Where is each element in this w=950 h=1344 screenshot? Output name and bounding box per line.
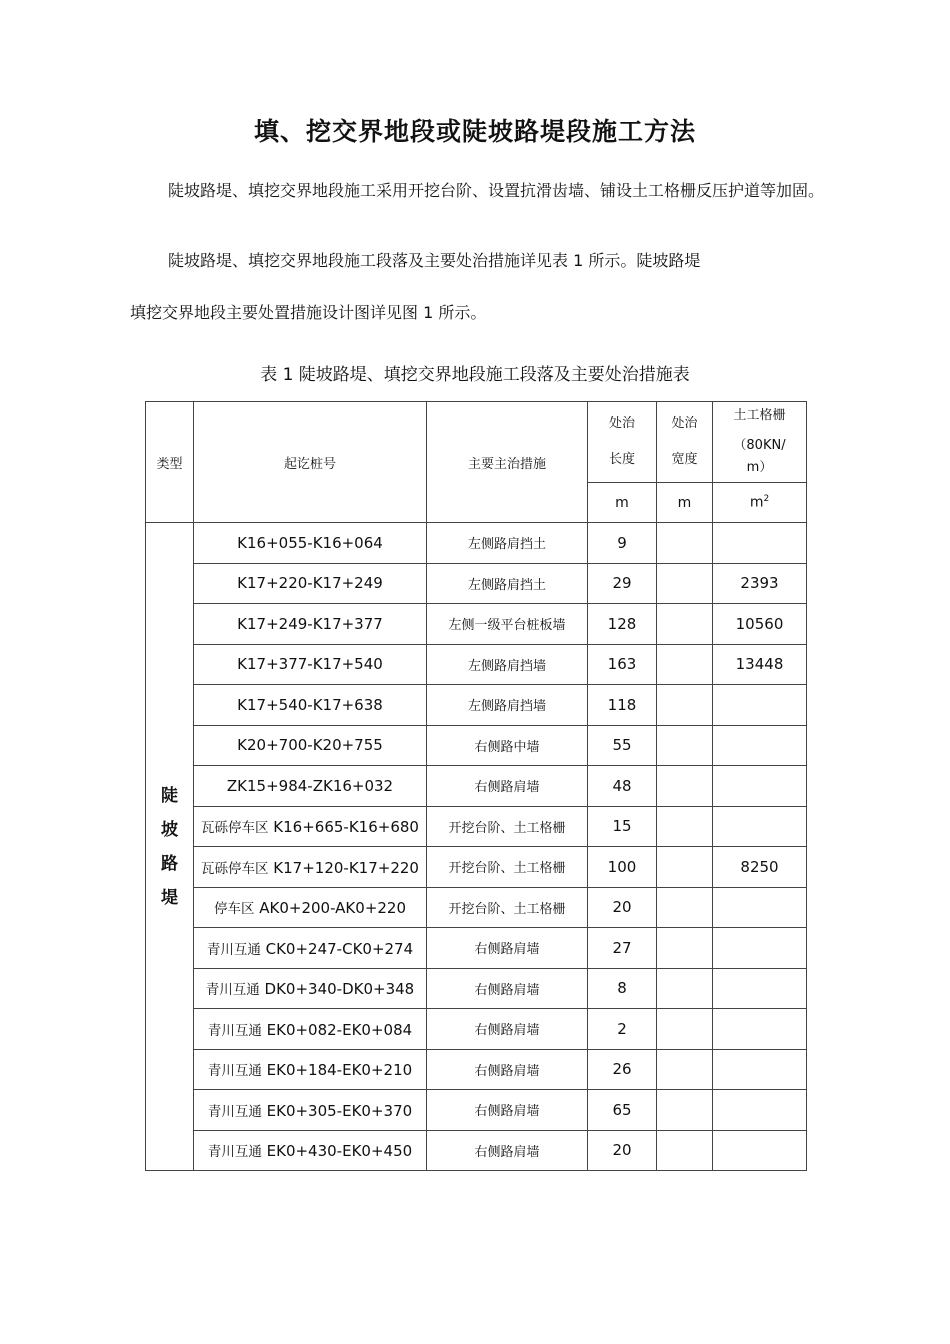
header-width-line2: 宽度 — [671, 452, 698, 467]
station-value: ZK15+984-ZK16+032 — [226, 776, 394, 795]
length-cell: 48 — [588, 766, 657, 807]
station-prefix: 停车区 — [213, 901, 255, 918]
width-cell — [657, 644, 713, 685]
station-cell — [194, 1090, 427, 1131]
length-cell: 26 — [588, 1049, 657, 1090]
table-row — [146, 523, 807, 564]
station-cell — [194, 1130, 427, 1171]
type-char: 堤 — [161, 887, 178, 908]
paragraph-figure-reference: 填挖交界地段主要处置措施设计图详见图 1 所示。 — [130, 303, 487, 322]
width-cell — [657, 563, 713, 604]
width-cell — [657, 806, 713, 847]
station-value: EK0+305-EK0+370 — [266, 1101, 413, 1120]
geogrid-cell — [713, 887, 807, 928]
station-prefix: 青川互通 — [207, 1103, 262, 1120]
station-value: EK0+430-EK0+450 — [266, 1142, 413, 1161]
geogrid-cell — [713, 725, 807, 766]
header-geogrid — [713, 402, 807, 483]
length-cell: 9 — [588, 523, 657, 564]
length-cell: 20 — [588, 1130, 657, 1171]
measure-cell: 左侧一级平台桩板墙 — [427, 604, 588, 645]
paragraph-method: 陡坡路堤、填挖交界地段施工采用开挖台阶、设置抗滑齿墙、铺设土工格栅反压护道等加固。 — [168, 181, 825, 200]
width-cell — [657, 1009, 713, 1050]
width-cell — [657, 725, 713, 766]
length-cell: 65 — [588, 1090, 657, 1131]
station-value: K16+665-K16+680 — [273, 818, 419, 837]
type-char: 陡 — [161, 785, 178, 806]
table-row — [146, 887, 807, 928]
length-cell: 2 — [588, 1009, 657, 1050]
header-measure: 主要主治措施 — [427, 402, 588, 523]
width-cell — [657, 1049, 713, 1090]
length-cell: 128 — [588, 604, 657, 645]
table-row — [146, 644, 807, 685]
type-char: 路 — [161, 853, 178, 874]
geogrid-cell: 8250 — [713, 847, 807, 888]
unit-geogrid-sup: 2 — [763, 494, 770, 505]
table-row — [146, 928, 807, 969]
station-value: EK0+082-EK0+084 — [266, 1020, 413, 1039]
geogrid-cell — [713, 1009, 807, 1050]
measure-cell: 右侧路肩墙 — [427, 1049, 588, 1090]
station-prefix: 青川互通 — [207, 1022, 262, 1039]
unit-width: m — [657, 483, 713, 523]
geogrid-cell — [713, 523, 807, 564]
length-cell: 27 — [588, 928, 657, 969]
measure-cell: 右侧路肩墙 — [427, 1130, 588, 1171]
station-prefix: 青川互通 — [207, 1144, 262, 1161]
measure-cell: 左侧路肩挡墙 — [427, 685, 588, 726]
paragraph-table-reference: 陡坡路堤、填挖交界地段施工段落及主要处治措施详见表 1 所示。陡坡路堤 — [168, 251, 701, 270]
table-row — [146, 725, 807, 766]
measure-cell: 开挖台阶、土工格栅 — [427, 806, 588, 847]
station-cell — [194, 887, 427, 928]
header-width-line1: 处治 — [671, 416, 698, 431]
width-cell — [657, 968, 713, 1009]
measure-cell: 右侧路中墙 — [427, 725, 588, 766]
station-prefix: 青川互通 — [206, 941, 261, 958]
width-cell — [657, 766, 713, 807]
station-value: K17+377-K17+540 — [237, 655, 383, 674]
station-value: K16+055-K16+064 — [237, 533, 383, 552]
station-prefix: 瓦砾停车区 — [201, 860, 269, 877]
geogrid-cell — [713, 1090, 807, 1131]
station-value: AK0+200-AK0+220 — [259, 899, 407, 918]
geogrid-cell — [713, 928, 807, 969]
table-row — [146, 766, 807, 807]
geogrid-cell — [713, 968, 807, 1009]
type-char: 坡 — [161, 819, 178, 840]
width-cell — [657, 1090, 713, 1131]
geogrid-cell — [713, 685, 807, 726]
width-cell — [657, 887, 713, 928]
unit-geogrid — [713, 483, 807, 523]
station-value: K20+700-K20+755 — [237, 736, 383, 755]
width-cell — [657, 685, 713, 726]
header-geogrid-line3: m） — [746, 460, 773, 475]
station-prefix: 青川互通 — [205, 982, 260, 999]
width-cell — [657, 928, 713, 969]
page-title: 填、挖交界地段或陡坡路堤段施工方法 — [253, 117, 696, 146]
length-cell: 118 — [588, 685, 657, 726]
station-cell — [194, 1049, 427, 1090]
geogrid-cell: 2393 — [713, 563, 807, 604]
header-geogrid-line1: 土工格栅 — [733, 408, 786, 423]
width-cell — [657, 847, 713, 888]
unit-length: m — [588, 483, 657, 523]
table-caption: 表 1 陡坡路堤、填挖交界地段施工段落及主要处治措施表 — [260, 365, 690, 385]
station-value: DK0+340-DK0+348 — [264, 980, 415, 999]
treatment-table — [145, 401, 807, 1171]
geogrid-cell — [713, 806, 807, 847]
measure-cell: 开挖台阶、土工格栅 — [427, 887, 588, 928]
type-cell — [146, 523, 194, 1171]
station-cell — [194, 563, 427, 604]
measure-cell: 右侧路肩墙 — [427, 928, 588, 969]
header-type: 类型 — [146, 402, 194, 523]
header-length — [588, 402, 657, 483]
table-row — [146, 1130, 807, 1171]
geogrid-cell — [713, 766, 807, 807]
station-value: K17+120-K17+220 — [273, 858, 419, 877]
station-value: K17+220-K17+249 — [237, 574, 383, 593]
length-cell: 8 — [588, 968, 657, 1009]
geogrid-cell: 13448 — [713, 644, 807, 685]
geogrid-cell — [713, 1130, 807, 1171]
table-row — [146, 806, 807, 847]
station-cell — [194, 523, 427, 564]
station-cell — [194, 604, 427, 645]
length-cell: 55 — [588, 725, 657, 766]
length-cell: 100 — [588, 847, 657, 888]
station-value: CK0+247-CK0+274 — [265, 939, 414, 958]
table-row — [146, 1090, 807, 1131]
measure-cell: 左侧路肩挡土 — [427, 563, 588, 604]
station-cell — [194, 725, 427, 766]
table-row — [146, 685, 807, 726]
measure-cell: 左侧路肩挡墙 — [427, 644, 588, 685]
station-value: K17+249-K17+377 — [237, 614, 383, 633]
station-cell — [194, 847, 427, 888]
station-cell — [194, 685, 427, 726]
measure-cell: 左侧路肩挡土 — [427, 523, 588, 564]
measure-cell: 开挖台阶、土工格栅 — [427, 847, 588, 888]
station-prefix: 青川互通 — [207, 1063, 262, 1080]
station-prefix: 瓦砾停车区 — [201, 820, 269, 837]
header-width — [657, 402, 713, 483]
station-cell — [194, 928, 427, 969]
table-row — [146, 847, 807, 888]
geogrid-cell: 10560 — [713, 604, 807, 645]
length-cell: 20 — [588, 887, 657, 928]
measure-cell: 右侧路肩墙 — [427, 1090, 588, 1131]
width-cell — [657, 604, 713, 645]
table-row — [146, 1049, 807, 1090]
table-row — [146, 968, 807, 1009]
measure-cell: 右侧路肩墙 — [427, 766, 588, 807]
width-cell — [657, 1130, 713, 1171]
table-row — [146, 1009, 807, 1050]
header-length-line2: 长度 — [608, 452, 635, 467]
length-cell: 29 — [588, 563, 657, 604]
measure-cell: 右侧路肩墙 — [427, 1009, 588, 1050]
geogrid-cell — [713, 1049, 807, 1090]
width-cell — [657, 523, 713, 564]
station-cell — [194, 806, 427, 847]
table-row — [146, 563, 807, 604]
unit-geogrid-base: m — [749, 494, 764, 511]
table-row — [146, 604, 807, 645]
header-geogrid-line2: （80KN/ — [733, 438, 786, 453]
length-cell: 15 — [588, 806, 657, 847]
station-cell — [194, 968, 427, 1009]
station-cell — [194, 644, 427, 685]
station-value: K17+540-K17+638 — [237, 695, 383, 714]
header-station: 起讫桩号 — [194, 402, 427, 523]
station-cell — [194, 1009, 427, 1050]
measure-cell: 右侧路肩墙 — [427, 968, 588, 1009]
station-value: EK0+184-EK0+210 — [266, 1061, 413, 1080]
header-length-line1: 处治 — [608, 416, 635, 431]
station-cell — [194, 766, 427, 807]
length-cell: 163 — [588, 644, 657, 685]
